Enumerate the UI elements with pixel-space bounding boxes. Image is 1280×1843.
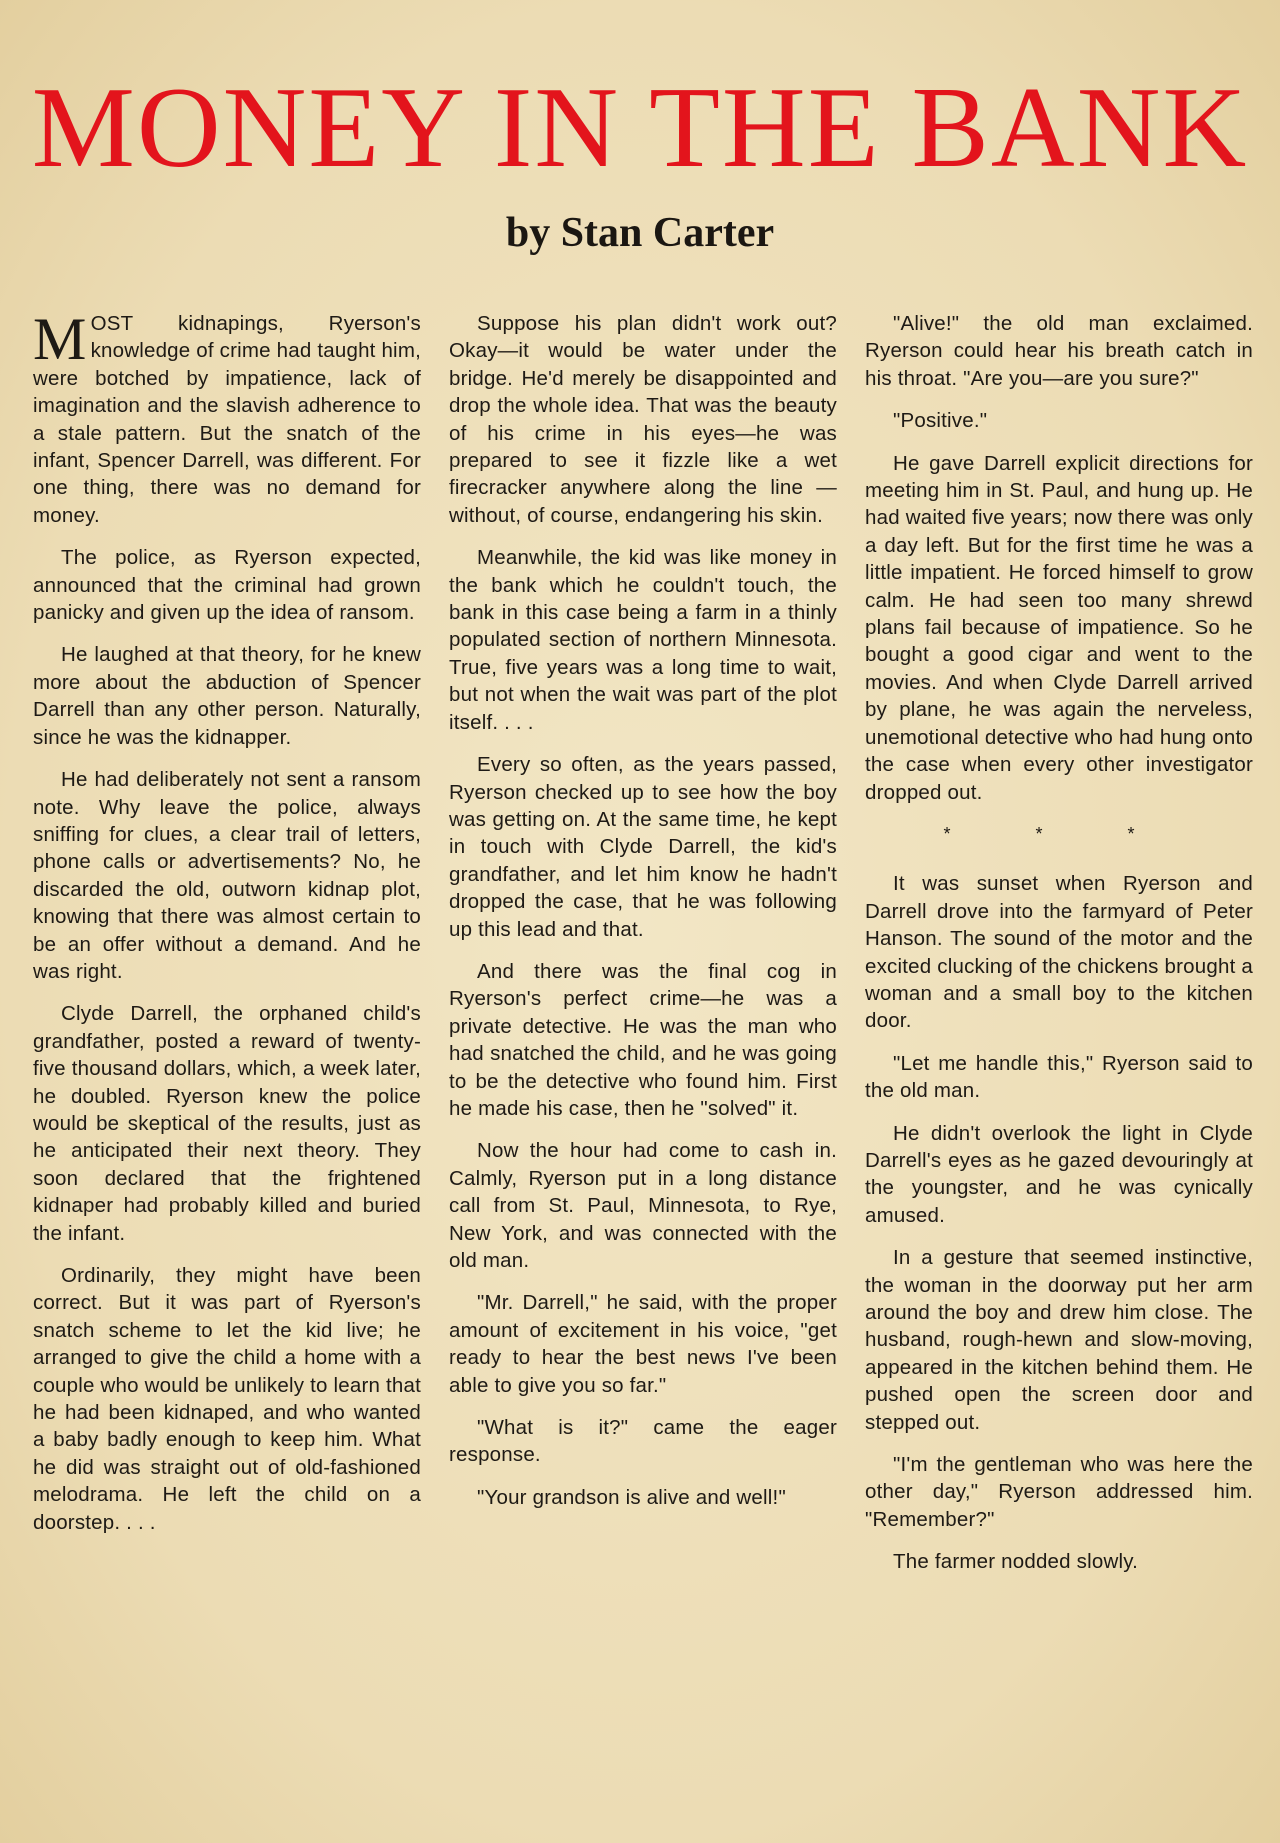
paragraph: In a gesture that seemed instinctive, the woman in the doorway put her arm around the boy and drew him close. The husband, rough-hewn and slow-moving, appeared in the kitchen behind them. He pushed open the screen door and stepped out.	[865, 1246, 1253, 1434]
text-column-2	[449, 310, 837, 1526]
article-byline: by Stan Carter	[505, 210, 775, 256]
paragraph	[33, 306, 421, 529]
text-column-1	[33, 306, 421, 1551]
paragraph: He didn't overlook the light in Clyde Darrell's eyes as he gazed devouringly at the youngster, and he was cynically amused.	[865, 1121, 1253, 1227]
paragraph: Every so often, as the years passed, Ryerson checked up to see how the boy was getting on. At the same time, he kept in touch with Clyde Darrell, the kid's grandfather, and let him know he hadn't dropped the case, that he was following up this lead and that.	[449, 753, 837, 941]
paragraph: He gave Darrell explicit directions for meeting him in St. Paul, and hung up. He had waited five years; now there was only a day left. But for the first time he was a little impatient. He forced himself to grow calm. He had seen too many shrewd plans fail because of impatience. So he bought a good cigar and went to the movies. And when Clyde Darrell arrived by plane, he was again the nerveless, unemotional detective who had hung onto the case when every other investigator dropped out.	[865, 451, 1253, 804]
paragraph: "What is it?" came the eager response.	[449, 1416, 837, 1467]
paragraph: "Mr. Darrell," he said, with the proper amount of excitement in his voice, "get ready to hear the best news I've been able to give you so far."	[449, 1291, 837, 1397]
paragraph: "I'm the gentleman who was here the other day," Ryerson addressed him. "Remember?"	[865, 1453, 1253, 1531]
paragraph: Ordinarily, they might have been correct. But it was part of Ryerson's snatch scheme to let the kid live; he arranged to give the child a home with a couple who would be unlikely to learn that he had been kidnaped, and who wanted a baby badly enough to keep him. What he did was straight out of old-fashioned melodrama. He left the child on a doorstep. . . .	[33, 1264, 421, 1534]
paragraph: "Alive!" the old man exclaimed. Ryerson could hear his breath catch in his throat. "Are you—are you sure?"	[865, 312, 1253, 390]
paragraph: And there was the final cog in Ryerson's perfect crime—he was a private detective. He was the man who had snatched the child, and he was going to be the detective who found him. First he made his case, then he "solved" it.	[449, 959, 837, 1120]
paragraph: The police, as Ryerson expected, announced that the criminal had grown panicky and given up the idea of ransom.	[33, 546, 421, 625]
section-separator: * * *	[943, 823, 1175, 844]
paragraph: He had deliberately not sent a ransom note. Why leave the police, always sniffing for clues, a clear trail of letters, phone calls or advertisements? No, he discarded the old, outworn kidnap plot, knowing that there was almost certain to be an offer without a demand. And he was right.	[33, 768, 421, 983]
paragraph: It was sunset when Ryerson and Darrell drove into the farmyard of Peter Hanson. The sound of the motor and the excited clucking of the chickens brought a woman and a small boy to the kitchen door.	[865, 872, 1253, 1033]
paragraph: The farmer nodded slowly.	[893, 1550, 1139, 1574]
paragraph-text: kidnapings, Ryerson's knowledge of crime had taught him, were botched by impatience, lack of imagination and the slavish adherence to a stale pattern. But the snatch of the infant, Spencer Darrell, was different. For one thing, there was no demand for money.	[33, 312, 421, 527]
paragraph: "Your grandson is alive and well!"	[477, 1485, 786, 1509]
paragraph: Now the hour had come to cash in. Calmly, Ryerson put in a long distance call from St. Paul, Minnesota, to Rye, New York, and was connected with the old man.	[449, 1139, 837, 1272]
drop-cap: M	[33, 306, 87, 372]
paragraph: Clyde Darrell, the orphaned child's grandfather, posted a reward of twenty-five thousand dollars, which, a week later, he doubled. Ryerson knew the police would be skeptical of the results, just as he anticipated their next theory. They soon declared that the frightened kidnaper had probably killed and buried the infant.	[33, 1002, 421, 1245]
lead-word: OST	[90, 312, 134, 335]
paragraph: "Positive."	[893, 409, 988, 433]
paragraph: Suppose his plan didn't work out? Okay—it would be water under the bridge. He'd merely be disappointed and drop the whole idea. That was the beauty of his crime in his eyes—he was prepared to see it fizzle like a wet firecracker anywhere along the line — without, of course, endangering his skin.	[449, 312, 837, 527]
article-title: MONEY IN THE BANK	[31, 64, 1249, 192]
text-column-3	[865, 310, 1253, 1591]
paragraph: He laughed at that theory, for he knew more about the abduction of Spencer Darrell than any other person. Naturally, since he was the kidnapper.	[33, 643, 421, 749]
paragraph: Meanwhile, the kid was like money in the bank which he couldn't touch, the bank in this case being a farm in a thinly populated section of northern Minnesota. True, five years was a long time to wait, but not when the wait was part of the plot itself. . . .	[449, 546, 837, 734]
paragraph: "Let me handle this," Ryerson said to the old man.	[865, 1051, 1253, 1103]
